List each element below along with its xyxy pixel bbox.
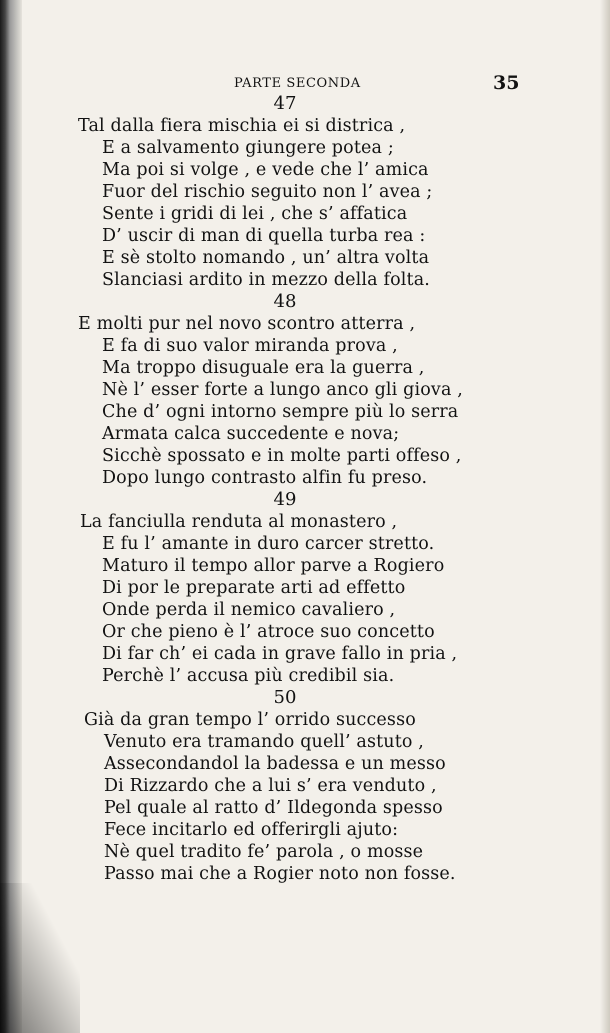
verse-line: Passo mai che a Rogier noto non fosse. [104,864,456,884]
verse-line: Di Rizzardo che a lui s’ era venduto , [104,776,437,796]
stanza-number: 50 [273,687,297,708]
verse-line: Venuto era tramando quell’ astuto , [104,732,425,752]
page-edge-shadow [0,0,22,1033]
page-number: 35 [493,72,520,94]
stanza-number: 47 [273,93,297,114]
verse-line: Or che pieno è l’ atroce suo concetto [102,622,435,642]
verse-line: Slanciasi ardito in mezzo della folta. [102,270,430,290]
page-right-edge [600,0,610,1033]
verse-line: Fuor del rischio seguito non l’ avea ; [102,182,433,202]
verse-line: Nè quel tradito fe’ parola , o mosse [104,842,424,862]
verse-line: Che d’ ogni intorno sempre più lo serra [102,402,459,422]
verse-line: Già da gran tempo l’ orrido successo [84,710,416,730]
verse-line: Nè l’ esser forte a lungo anco gli giova , [102,380,463,400]
verse-line: Maturo il tempo allor parve a Rogiero [102,556,445,576]
verse-line: Tal dalla fiera mischia ei si districa , [78,116,406,136]
running-title: PARTE SECONDA [234,76,361,91]
verse-line: Ma troppo disuguale era la guerra , [102,358,425,378]
verse-line: Armata calca succedente e nova; [102,424,400,444]
verse-line: Pel quale al ratto d’ Ildegonda spesso [104,798,443,818]
verse-line: E a salvamento giungere potea ; [102,138,394,158]
verse-line: Fece incitarlo ed offerirgli ajuto: [104,820,399,840]
stanza-number: 48 [273,291,297,312]
verse-line: E molti pur nel novo scontro atterra , [78,314,416,334]
verse-line: Ma poi si volge , e vede che l’ amica [102,160,429,180]
verse-line: Sente i gridi di lei , che s’ affatica [102,204,408,224]
verse-line: Di far ch’ ei cada in grave fallo in pria , [102,644,458,664]
verse-line: Sicchè spossato e in molte parti offeso , [102,446,462,466]
verse-line: E sè stolto nomando , un’ altra volta [102,248,430,268]
verse-line: Assecondandol la badessa e un messo [104,754,446,774]
verse-line: E fa di suo valor miranda prova , [102,336,398,356]
verse-line: E fu l’ amante in duro carcer stretto. [102,534,435,554]
verse-line: D’ uscir di man di quella turba rea : [102,226,426,246]
verse-line: La fanciulla renduta al monastero , [80,512,398,532]
verse-line: Dopo lungo contrasto alfin fu preso. [102,468,428,488]
verse-line: Onde perda il nemico cavaliero , [102,600,396,620]
stanza-number: 49 [273,489,297,510]
verse-line: Di por le preparate arti ad effetto [102,578,406,598]
page-corner-shadow [0,883,80,1033]
verse-line: Perchè l’ accusa più credibil sia. [102,666,395,686]
